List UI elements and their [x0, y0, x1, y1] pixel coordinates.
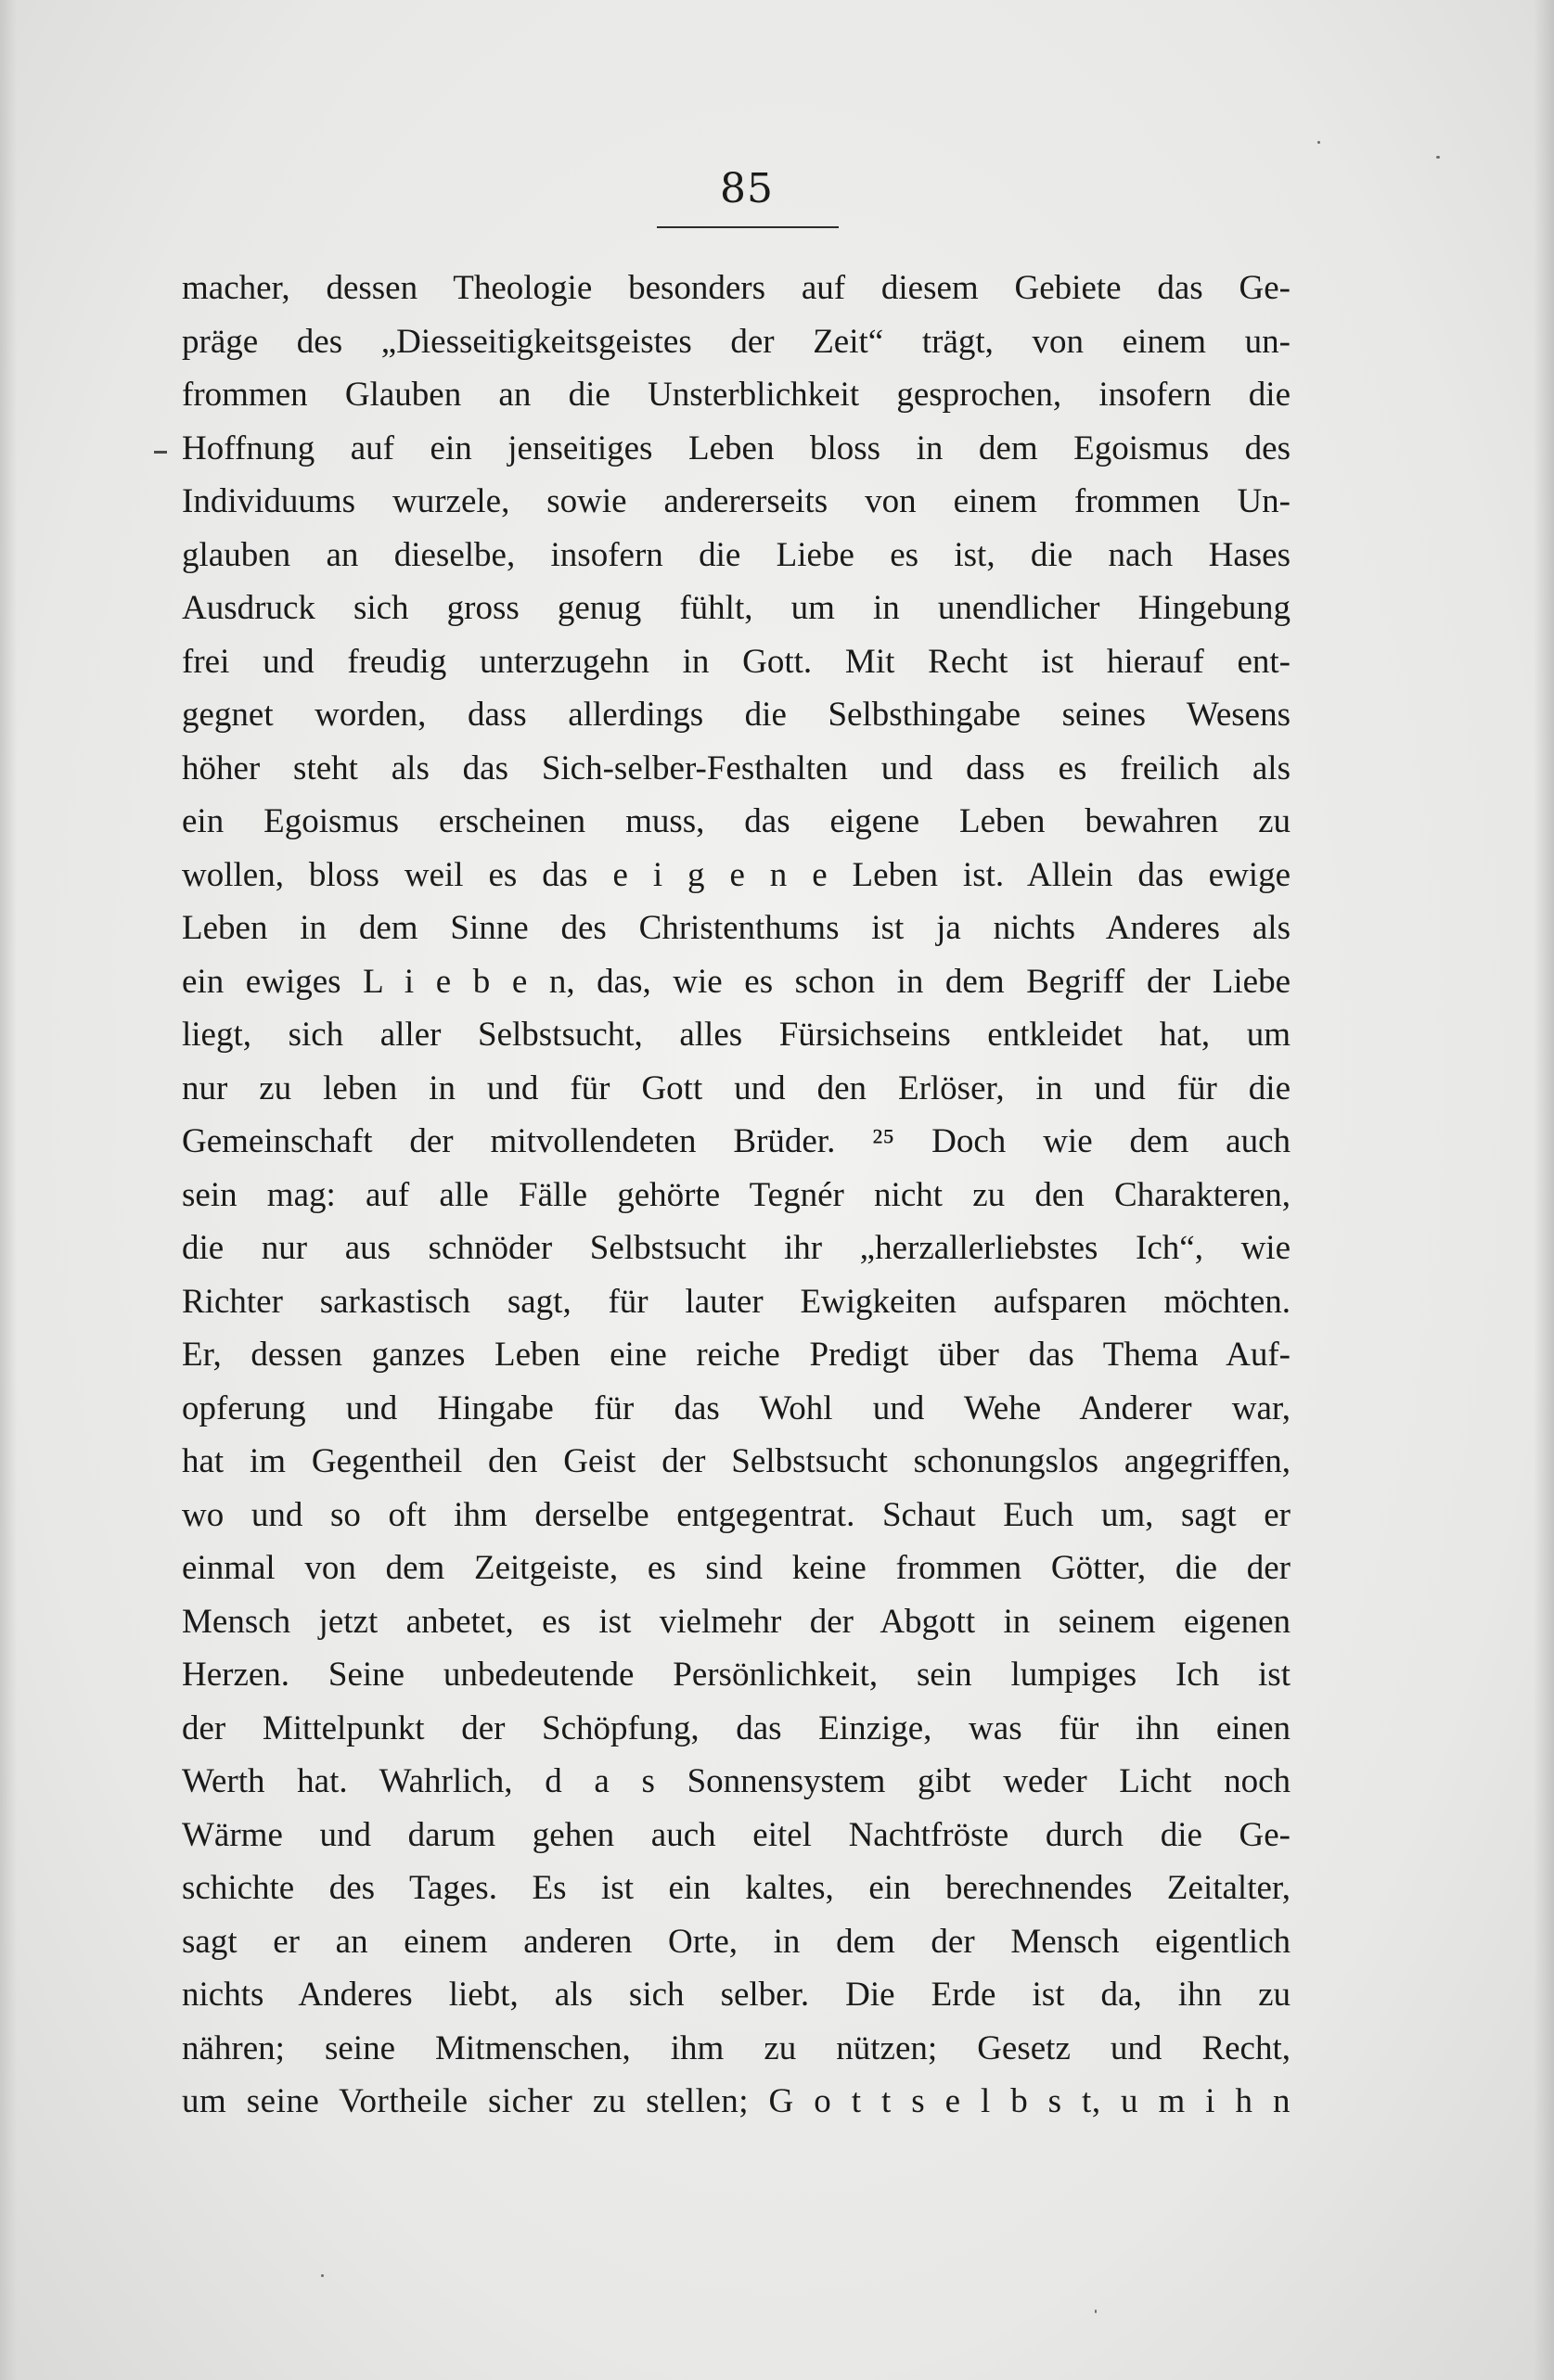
text-line: Mensch jetzt anbetet, es ist vielmehr der Abgott in seinem eigenen	[182, 1602, 1291, 1641]
paper-speck	[1095, 2310, 1097, 2313]
text-line: einmal von dem Zeitgeiste, es sind keine frommen Götter, die der	[182, 1549, 1291, 1587]
text-line: ein ewiges L i e b e n, das, wie es schon in dem Begriff der Liebe	[182, 962, 1291, 1001]
body-text	[182, 262, 1291, 2129]
text-line: nichts Anderes liebt, als sich selber. Die Erde ist da, ihn zu	[182, 1976, 1291, 2014]
text-line: Ausdruck sich gross genug fühlt, um in unendlicher Hingebung	[182, 589, 1291, 627]
text-line: Hoffnung auf ein jenseitiges Leben bloss in dem Egoismus des	[182, 429, 1291, 467]
text-line: opferung und Hingabe für das Wohl und Wehe Anderer war,	[182, 1388, 1291, 1427]
text-line: schichte des Tages. Es ist ein kaltes, ein berechnendes Zeitalter,	[182, 1869, 1291, 1907]
text-line: Gemeinschaft der mitvollendeten Brüder. ²⁵ Doch wie dem auch	[182, 1122, 1291, 1160]
paper-speck	[1317, 141, 1320, 144]
paper-speck	[1436, 156, 1440, 159]
text-line: Richter sarkastisch sagt, für lauter Ewigkeiten aufsparen möchten.	[182, 1282, 1291, 1321]
text-line: Herzen. Seine unbedeutende Persönlichkeit, sein lumpiges Ich ist	[182, 1656, 1291, 1694]
text-line: frommen Glauben an die Unsterblichkeit gesprochen, insofern die	[182, 376, 1291, 414]
text-line: glauben an dieselbe, insofern die Liebe es ist, die nach Hases	[182, 535, 1291, 574]
text-line: die nur aus schnöder Selbstsucht ihr „herzallerliebstes Ich“, wie	[182, 1229, 1291, 1267]
text-line: nähren; seine Mitmenschen, ihm zu nützen; Gesetz und Recht,	[182, 2028, 1291, 2067]
text-line: Individuums wurzele, sowie andererseits von einem frommen Un-	[182, 482, 1291, 520]
paper-speck	[321, 2274, 324, 2277]
page-right-edge-shadow	[1534, 0, 1554, 2380]
page-number: 85	[720, 165, 774, 212]
text-line: sagt er an einem anderen Orte, in dem der Mensch eigentlich	[182, 1922, 1291, 1961]
text-line: macher, dessen Theologie besonders auf diesem Gebiete das Ge-	[182, 269, 1291, 307]
text-line: präge des „Diesseitigkeitsgeistes der Zeit“ trägt, von einem un-	[182, 322, 1291, 361]
text-line: um seine Vortheile sicher zu stellen; G o t t s e l b s t, u m i h n	[182, 2082, 1291, 2120]
text-line: Werth hat. Wahrlich, d a s Sonnensystem gibt weder Licht noch	[182, 1762, 1291, 1800]
text-line: gegnet worden, dass allerdings die Selbsthingabe seines Wesens	[182, 696, 1291, 734]
header-rule	[657, 226, 839, 228]
text-line: wollen, bloss weil es das e i g e n e Leben ist. Allein das ewige	[182, 855, 1291, 894]
text-line: höher steht als das Sich-selber-Festhalten und dass es freilich als	[182, 749, 1291, 787]
text-line: liegt, sich aller Selbstsucht, alles Fürsichseins entkleidet hat, um	[182, 1016, 1291, 1054]
text-line: Er, dessen ganzes Leben eine reiche Predigt über das Thema Auf-	[182, 1336, 1291, 1374]
text-line: der Mittelpunkt der Schöpfung, das Einzige, was für ihn einen	[182, 1708, 1291, 1747]
text-line: ein Egoismus erscheinen muss, das eigene Leben bewahren zu	[182, 802, 1291, 840]
text-line: Wärme und darum gehen auch eitel Nachtfröste durch die Ge-	[182, 1815, 1291, 1854]
text-line: frei und freudig unterzugehn in Gott. Mit Recht ist hierauf ent-	[182, 642, 1291, 681]
text-line: nur zu leben in und für Gott und den Erlöser, in und für die	[182, 1068, 1291, 1107]
text-line: sein mag: auf alle Fälle gehörte Tegnér nicht zu den Charakteren,	[182, 1175, 1291, 1214]
text-line: hat im Gegentheil den Geist der Selbstsucht schonungslos angegriffen,	[182, 1442, 1291, 1480]
page-left-edge-shadow	[0, 0, 17, 2380]
margin-mark	[154, 451, 167, 454]
text-line: wo und so oft ihm derselbe entgegentrat. Schaut Euch um, sagt er	[182, 1495, 1291, 1534]
text-line: Leben in dem Sinne des Christenthums ist ja nichts Anderes als	[182, 909, 1291, 947]
